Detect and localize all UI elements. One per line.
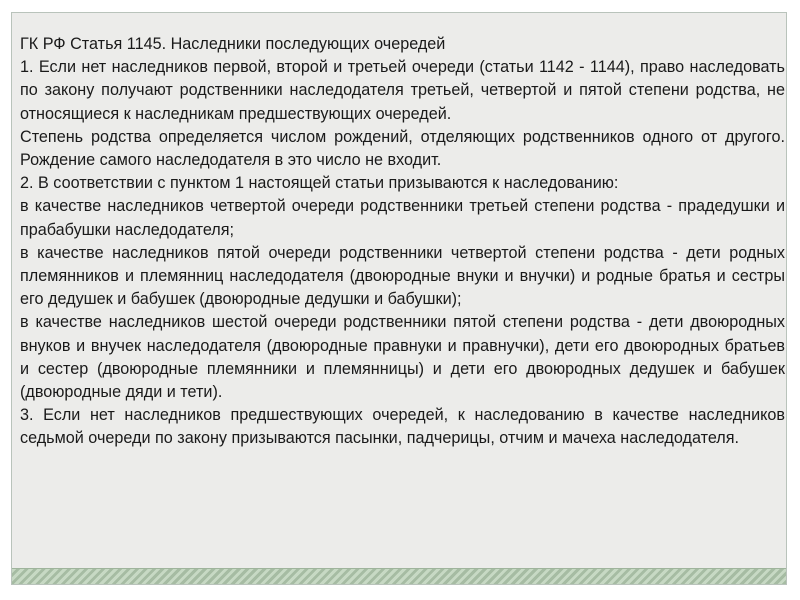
footer-stripe [12, 568, 786, 584]
paragraph-fourth-order: в качестве наследников четвертой очереди родственники третьей степени родства - прадедушки и прабабушки наследодателя; [20, 197, 785, 239]
slide [11, 12, 787, 585]
paragraph-kinship-degree: Степень родства определяется числом рождений, отделяющих родственников одного от другого. Рождение самого наследодателя в это число не входит. [20, 127, 785, 170]
paragraph-clause-1: 1. Если нет наследников первой, второй и третьей очереди (статьи 1142 - 1144), право наследовать по закону получают родственники наследодателя третьей, четвертой и пятой степени родства, не относящиеся к наследникам предшествующих очередей. [20, 58, 785, 123]
article-text [20, 33, 785, 451]
article-title: ГК РФ Статья 1145. Наследники последующих очередей [20, 35, 446, 53]
paragraph-fifth-order: в качестве наследников пятой очереди родственники четвертой степени родства - дети родных племянников и племянниц наследодателя (двоюродные внуки и внучки) и родные братья и сестры его дедушек и бабушек (двоюродные дедушки и бабушки); [20, 243, 785, 309]
paragraph-clause-2: 2. В соответствии с пунктом 1 настоящей статьи призываются к наследованию: [20, 174, 619, 193]
paragraph-sixth-order: в качестве наследников шестой очереди родственники пятой степени родства - дети двоюродных внуков и внучек наследодателя (двоюродные правнуки и правнучки), дети его двоюродных братьев и сестер (двоюродные племянники и племянницы) и дети его двоюродных дедушек и бабушек (двоюродные дяди и тети). [20, 313, 785, 402]
paragraph-clause-3: 3. Если нет наследников предшествующих очередей, к наследованию в качестве наследников седьмой очереди по закону призываются пасынки, падчерицы, отчим и мачеха наследодателя. [20, 406, 785, 448]
